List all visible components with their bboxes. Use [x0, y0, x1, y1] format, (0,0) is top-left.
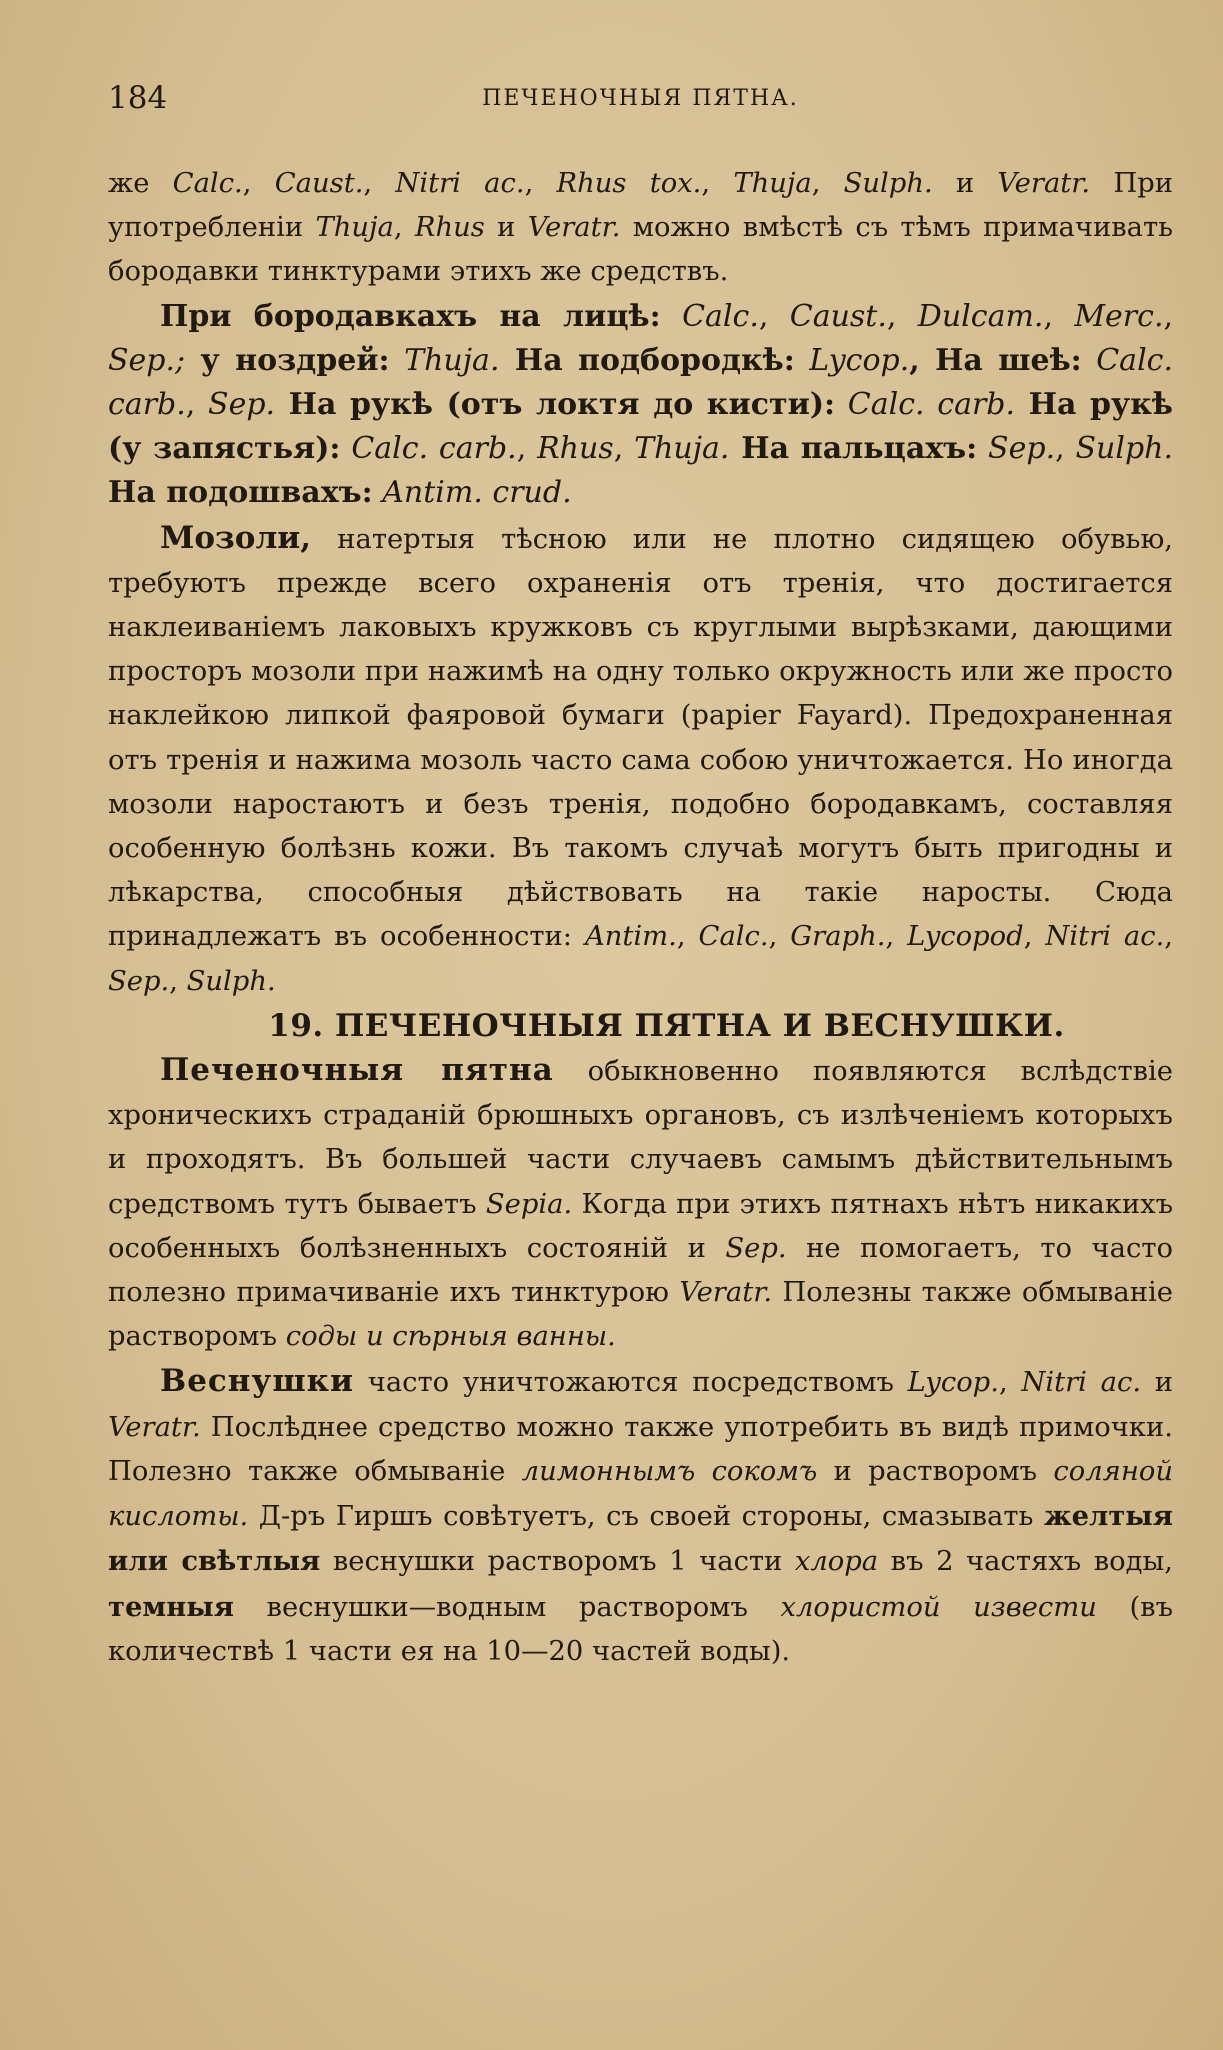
body-text: [108, 162, 1173, 1674]
paragraph-corns: Мозоли, натертыя тѣсною или не плотно сидящею обувью, требуютъ прежде всего охраненія отъ тренія, что достигается наклеиваніемъ лаковыхъ кружковъ съ круглыми вырѣзками, дающими просторъ мозоли при нажимѣ на одну только окружность или же просто наклейкою липкой фаяровой бумаги (papier Fayard). Предохраненная отъ тренія и нажима мозоль часто сама собою уничтожается. Но иногда мозоли наростаютъ и безъ тренія, подобно бородавкамъ, составляя особенную болѣзнь кожи. Въ такомъ случаѣ могутъ быть пригодны и лѣкарства, способныя дѣйствовать на такіе наросты. Сюда принадлежатъ въ особенности: Antim., Calc., Graph., Lycopod, Nitri ac., Sep., Sulph.: [108, 519, 1174, 997]
paragraph-warts-continuation: же Calc., Caust., Nitri ac., Rhus tox., Thuja, Sulph. и Veratr. При употребленіи Thuja, Rhus и Veratr. можно вмѣстѣ съ тѣмъ примачивать бородавки тинктурами этихъ же средствъ.: [108, 168, 1174, 288]
running-head: ПЕЧЕНОЧНЫЯ ПЯТНА.: [482, 86, 799, 111]
term-freckles: Веснушки: [160, 1363, 355, 1400]
page-number: 184: [108, 80, 168, 116]
section-heading: 19. ПЕЧЕНОЧНЫЯ ПЯТНА И ВЕСНУШКИ.: [268, 1007, 1065, 1044]
term-liver-spots: Печеночныя пятна: [160, 1052, 554, 1089]
paragraph-freckles: Веснушки часто уничтожаются посредствомъ Lycop., Nitri ac. и Veratr. Послѣднее средство можно также употребить въ видѣ примочки. Полезно также обмываніе лимоннымъ сокомъ и растворомъ соляной кислоты. Д-ръ Гиршъ совѣтуетъ, съ своей стороны, смазывать желтыя или свѣтлыя веснушки растворомъ 1 части хлора въ 2 частяхъ воды, темныя веснушки—водным растворомъ хлористой извести (въ количествѣ 1 части ея на 10—20 частей воды).: [108, 1363, 1174, 1667]
term-corns: Мозоли,: [160, 519, 312, 556]
paragraph-warts-locations: При бородавкахъ на лицѣ: Calc., Caust., Dulcam., Merc., Sep.; у ноздрей: Thuja. На подбородкѣ: Lycop., На шеѣ: Calc. carb., Sep. На рукѣ (отъ локтя до кисти): Calc. carb. На рукѣ (у запястья): Calc. carb., Rhus, Thuja. На пальцахъ: Sep., Sulph. На подошвахъ: Antim. crud.: [108, 298, 1174, 511]
page-header: [108, 80, 1173, 130]
paragraph-liver-spots: Печеночныя пятна обыкновенно появляются вслѣдствіе хроническихъ страданій брюшныхъ органовъ, съ излѣченіемъ которыхъ и проходятъ. Въ большей части случаевъ самымъ дѣйствительнымъ средствомъ тутъ бываетъ Sepia. Когда при этихъ пятнахъ нѣтъ никакихъ особенныхъ болѣзненныхъ состояній и Sep. не помогаетъ, то часто полезно примачиваніе ихъ тинктурою Veratr. Полезны также обмываніе растворомъ соды и сѣрныя ванны.: [108, 1052, 1174, 1353]
